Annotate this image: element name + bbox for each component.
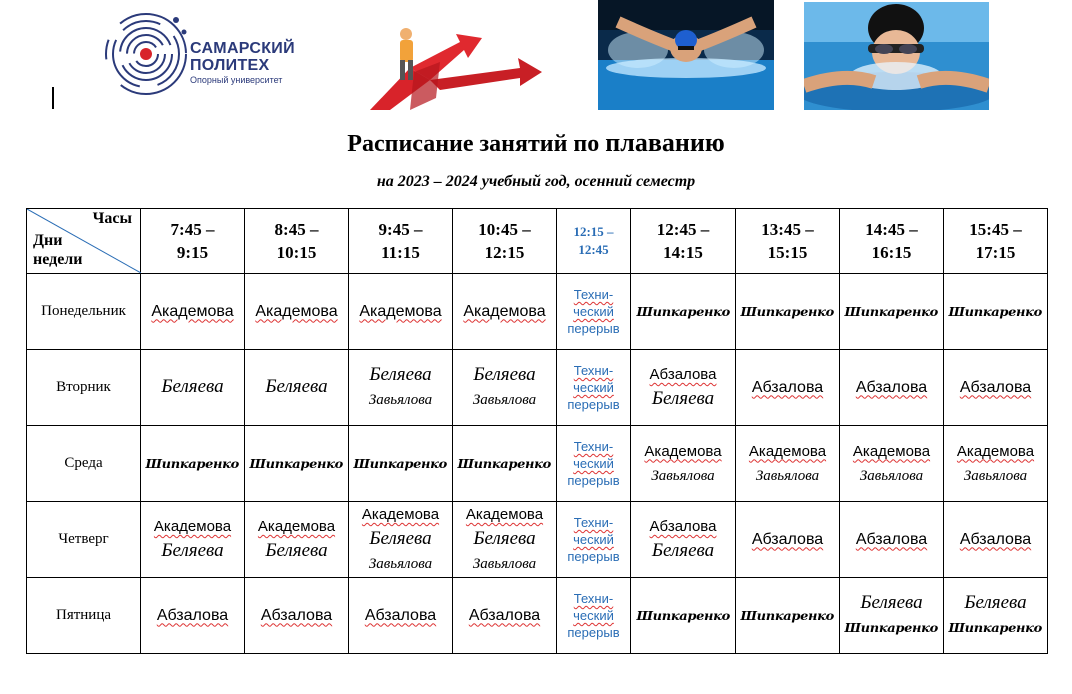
instructor-name: Шипкаренко — [636, 304, 730, 319]
schedule-cell — [944, 274, 1048, 350]
day-name-cell: Среда — [27, 426, 141, 502]
schedule-cell — [349, 502, 453, 578]
instructor-name: Абзалова — [649, 366, 717, 383]
instructor-name: Академова — [361, 506, 440, 523]
instructor-name: Абзалова — [751, 378, 824, 396]
instructor-name: Абзалова — [260, 606, 333, 624]
instructor-name: Академова — [255, 302, 338, 320]
break-hour-header: 12:15 – 12:45 — [557, 209, 631, 274]
corner-days-label: Дни — [33, 232, 63, 249]
instructor-name: Беляева — [161, 540, 224, 561]
schedule-cell — [631, 350, 736, 426]
instructor-name: Беляева — [369, 528, 432, 549]
instructor-name: Шипкаренко — [636, 608, 730, 623]
instructor-name: Шипкаренко — [844, 621, 939, 635]
break-cell — [557, 350, 631, 426]
schedule-cell — [245, 502, 349, 578]
schedule-cell — [141, 502, 245, 578]
instructor-name: Завьялова — [963, 467, 1028, 484]
schedule-cell — [631, 502, 736, 578]
schedule-cell — [631, 426, 736, 502]
break-text: Техни- — [573, 439, 614, 454]
instructor-name: Беляева — [473, 528, 536, 549]
hour-header: 10:45 – 12:15 — [453, 209, 557, 274]
hour-header: 8:45 – 10:15 — [245, 209, 349, 274]
schedule-cell — [840, 578, 944, 654]
day-name-cell: Вторник — [27, 350, 141, 426]
instructor-name: Завьялова — [472, 556, 537, 572]
instructor-name: Академова — [151, 302, 234, 320]
instructor-name: Академова — [153, 518, 232, 535]
logo-line3: Опорный университет — [190, 75, 283, 85]
page-title — [0, 128, 1072, 158]
instructor-name: Беляева — [369, 364, 432, 385]
break-text: ческий — [573, 608, 614, 623]
break-cell — [557, 578, 631, 654]
schedule-cell — [631, 274, 736, 350]
instructor-name: Абзалова — [855, 378, 928, 396]
schedule-cell — [245, 578, 349, 654]
samara-polytech-logo — [102, 6, 302, 102]
logo-line1: САМАРСКИЙ — [190, 40, 295, 57]
schedule-cell — [141, 274, 245, 350]
break-text: перерыв — [567, 397, 620, 412]
hour-header: 12:45 – 14:15 — [631, 209, 736, 274]
schedule-cell — [944, 350, 1048, 426]
instructor-name: Абзалова — [156, 606, 229, 624]
header-row — [27, 209, 1048, 274]
break-text: ческий — [573, 380, 614, 395]
instructor-name: Академова — [852, 442, 931, 460]
instructor-name: Шипкаренко — [457, 456, 552, 471]
schedule-cell — [453, 578, 557, 654]
instructor-name: Академова — [465, 506, 544, 523]
schedule-cell — [349, 350, 453, 426]
instructor-name: Завьялова — [755, 467, 820, 484]
instructor-name: Академова — [644, 442, 722, 460]
day-row — [27, 350, 1048, 426]
instructor-name: Абзалова — [959, 530, 1032, 548]
instructor-name: Шипкаренко — [353, 456, 448, 471]
instructor-name: Беляева — [651, 388, 715, 409]
logo-emblem-icon — [102, 6, 192, 102]
title-part1: Расписание занятий по — [347, 131, 600, 157]
instructor-name: Завьялова — [368, 556, 433, 572]
instructor-name: Абзалова — [751, 530, 824, 548]
day-row — [27, 274, 1048, 350]
schedule-cell — [349, 426, 453, 502]
schedule-cell — [245, 274, 349, 350]
schedule-cell — [736, 350, 840, 426]
instructor-name: Абзалова — [855, 530, 928, 548]
schedule-cell — [245, 426, 349, 502]
instructor-name: Шипкаренко — [948, 304, 1043, 319]
schedule-cell — [453, 274, 557, 350]
schedule-cell — [453, 350, 557, 426]
corner-cell — [27, 209, 141, 274]
schedule-cell — [944, 426, 1048, 502]
instructor-name: Шипкаренко — [740, 304, 835, 319]
hour-header: 9:45 – 11:15 — [349, 209, 453, 274]
instructor-name: Беляева — [964, 592, 1027, 613]
day-row — [27, 578, 1048, 654]
schedule-cell — [736, 578, 840, 654]
instructor-name: Беляева — [265, 376, 328, 397]
break-text: перерыв — [567, 549, 620, 564]
instructor-name: Академова — [257, 518, 336, 535]
instructor-name: Беляева — [860, 592, 923, 613]
schedule-cell — [840, 350, 944, 426]
corner-hours-label: Часы — [92, 210, 132, 227]
hour-header: 7:45 – 9:15 — [141, 209, 245, 274]
day-name-cell: Пятница — [27, 578, 141, 654]
text-cursor — [52, 87, 54, 109]
instructor-name: Шипкаренко — [948, 621, 1043, 635]
page-subtitle: на 2023 – 2024 учебный год, осенний семестр — [376, 173, 696, 190]
schedule-cell — [736, 426, 840, 502]
instructor-name: Академова — [463, 302, 546, 320]
arrows-person-image — [370, 28, 546, 110]
hour-header: 15:45 – 17:15 — [944, 209, 1048, 274]
schedule-cell — [631, 578, 736, 654]
schedule-cell — [245, 350, 349, 426]
instructor-name: Беляева — [161, 376, 224, 397]
schedule-cell — [840, 426, 944, 502]
butterfly-swimmer-image — [598, 0, 774, 110]
day-row — [27, 426, 1048, 502]
instructor-name: Шипкаренко — [740, 608, 835, 623]
schedule-cell — [141, 426, 245, 502]
day-row — [27, 502, 1048, 578]
break-text: перерыв — [567, 625, 620, 640]
corner-week-label: недели — [33, 251, 83, 268]
schedule-cell — [944, 578, 1048, 654]
schedule-cell — [349, 578, 453, 654]
instructor-name: Абзалова — [649, 518, 717, 535]
instructor-name: Шипкаренко — [249, 456, 344, 471]
break-text: Техни- — [573, 515, 614, 530]
schedule-cell — [840, 274, 944, 350]
break-text: перерыв — [567, 321, 620, 336]
instructor-name: Абзалова — [468, 606, 541, 624]
instructor-name: Академова — [956, 442, 1035, 460]
swimmer-face-image — [804, 2, 989, 110]
day-name-cell: Понедельник — [27, 274, 141, 350]
hour-header: 14:45 – 16:15 — [840, 209, 944, 274]
instructor-name: Академова — [359, 302, 442, 320]
break-text: Техни- — [573, 591, 614, 606]
schedule-cell — [349, 274, 453, 350]
break-cell — [557, 274, 631, 350]
instructor-name: Беляева — [265, 540, 328, 561]
schedule-table — [26, 208, 1048, 654]
schedule-cell — [944, 502, 1048, 578]
break-cell — [557, 426, 631, 502]
schedule-cell — [141, 350, 245, 426]
instructor-name: Абзалова — [364, 606, 437, 624]
instructor-name: Завьялова — [651, 467, 715, 484]
schedule-cell — [453, 502, 557, 578]
break-text: ческий — [573, 456, 614, 471]
break-text: перерыв — [567, 473, 620, 488]
instructor-name: Академова — [748, 442, 827, 460]
break-text: Техни- — [573, 363, 614, 378]
title-part2: плаванию — [605, 128, 725, 157]
schedule-cell — [840, 502, 944, 578]
instructor-name: Шипкаренко — [844, 304, 939, 319]
logo-line2: ПОЛИТЕХ — [190, 57, 270, 74]
instructor-name: Завьялова — [472, 392, 537, 408]
instructor-name: Завьялова — [368, 392, 433, 408]
instructor-name: Шипкаренко — [145, 456, 240, 471]
schedule-cell — [453, 426, 557, 502]
instructor-name: Завьялова — [859, 467, 924, 484]
instructor-name: Беляева — [473, 364, 536, 385]
break-text: ческий — [573, 532, 614, 547]
break-text: Техни- — [573, 287, 614, 302]
instructor-name: Абзалова — [959, 378, 1032, 396]
break-cell — [557, 502, 631, 578]
instructor-name: Беляева — [651, 540, 715, 561]
schedule-cell — [736, 274, 840, 350]
schedule-cell — [736, 502, 840, 578]
schedule-cell — [141, 578, 245, 654]
day-name-cell: Четверг — [27, 502, 141, 578]
break-text: ческий — [573, 304, 614, 319]
hour-header: 13:45 – 15:15 — [736, 209, 840, 274]
